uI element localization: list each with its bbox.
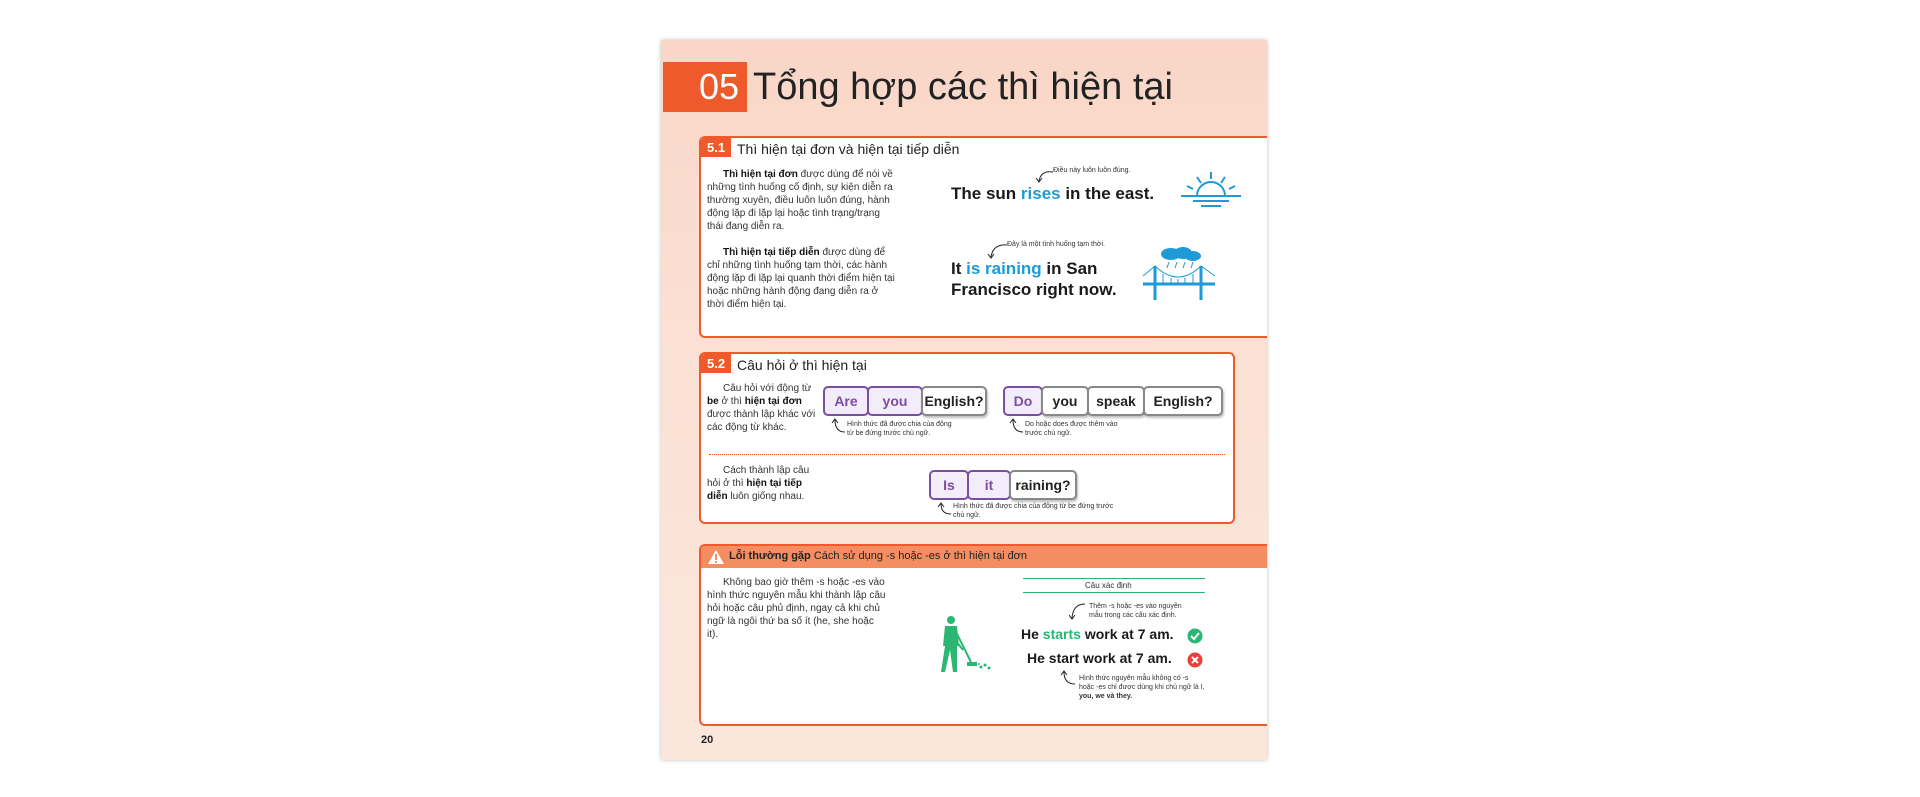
temporary-note: Đây là một tình huống tạm thời. xyxy=(1007,241,1105,248)
base-form-note: Hình thức nguyên mẫu không có -s hoặc -es chỉ được dùng khi chủ ngữ là I, you, we và they. xyxy=(1079,675,1205,700)
continuous-question-explanation: Cách thành lập câu hỏi ở thì hiện tại tiếp diễn luôn giống nhau. xyxy=(707,465,810,502)
section-number: 5.2 xyxy=(701,354,731,373)
check-circle-icon xyxy=(1187,628,1203,644)
simple-present-explanation: Thì hiện tại đơn được dùng để nói về những tình huống cố định, sự kiện diễn ra thường xuyên, điều luôn luôn đúng, hành động lặp đi lặp lại hoặc tình trạng/trạng thái đang diễn ra. xyxy=(707,169,893,232)
warning-icon xyxy=(707,549,725,565)
be-question-explanation: Câu hỏi với động từ be ở thì hiện tại đơn được thành lập khác với các động từ khác. xyxy=(707,383,816,433)
mistake-explanation: Không bao giờ thêm -s hoặc -es vào hình thức nguyên mẫu khi thành lập câu hỏi hoặc câu phủ định, ngay cả khi chủ ngữ là ngôi thứ ba số ít (he, she hoặc it). xyxy=(707,577,886,640)
arrow-icon xyxy=(1009,418,1025,434)
puzzle-piece: Are xyxy=(823,386,869,416)
add-s-note: Thêm -s hoặc -es vào nguyên mẫu trong các câu xác định. xyxy=(1089,603,1182,619)
cross-circle-icon xyxy=(1187,652,1203,668)
section-5-1 xyxy=(699,136,1267,338)
dotted-divider xyxy=(709,454,1225,455)
incorrect-example: He start work at 7 am. xyxy=(1027,650,1172,666)
puzzle-piece: raining? xyxy=(1009,470,1077,500)
puzzle-piece: English? xyxy=(921,386,987,416)
puzzle-piece: you xyxy=(1041,386,1089,416)
header-rule xyxy=(1023,578,1205,579)
example-sun-rises: The sun rises in the east. xyxy=(951,184,1155,203)
do-does-note: Do hoặc does được thêm vào trước chủ ngữ. xyxy=(1025,421,1118,437)
mistake-title: Lỗi thường gặp Cách sử dụng -s hoặc -es ở thì hiện tại đơn xyxy=(729,550,1028,562)
arrow-icon xyxy=(1067,600,1087,622)
puzzle-piece: speak xyxy=(1087,386,1145,416)
street-sweeper-icon xyxy=(937,614,1001,676)
arrow-icon xyxy=(1031,168,1055,184)
be-inverted-note: Hình thức đã được chia của động từ be đứng trước chủ ngữ. xyxy=(847,421,952,437)
section-number: 5.1 xyxy=(701,138,731,157)
common-mistake-box xyxy=(699,544,1267,726)
chapter-title: Tổng hợp các thì hiện tại xyxy=(753,66,1173,108)
puzzle-piece: Do xyxy=(1003,386,1043,416)
arrow-icon xyxy=(937,502,953,516)
section-5-2 xyxy=(699,352,1235,524)
header-rule xyxy=(1023,592,1205,593)
puzzle-piece: you xyxy=(867,386,923,416)
always-true-note: Điều này luôn luôn đúng. xyxy=(1053,167,1131,174)
present-continuous-explanation: Thì hiện tại tiếp diễn được dùng để chỉ những tình huống tạm thời, các hành động lặp đi lặp lại quanh thời điểm hiện tại hoặc những hành động đang diễn ra ở thời điểm hiện tại. xyxy=(707,247,895,310)
page-number: 20 xyxy=(701,734,714,746)
book-page xyxy=(661,40,1267,760)
sunrise-icon xyxy=(1179,170,1243,210)
puzzle-piece: Is xyxy=(929,470,969,500)
section-title: Câu hỏi ở thì hiện tại xyxy=(737,357,867,373)
chapter-number: 05 xyxy=(663,62,747,112)
arrow-icon xyxy=(831,418,847,434)
example-is-raining: It is raining in San Francisco right now. xyxy=(951,259,1117,299)
section-title: Thì hiện tại đơn và hiện tại tiếp diễn xyxy=(737,141,960,157)
puzzle-piece: it xyxy=(967,470,1011,500)
correct-example: He starts work at 7 am. xyxy=(1021,626,1174,642)
puzzle-piece: English? xyxy=(1143,386,1223,416)
affirmative-header: Câu xác định xyxy=(1085,581,1132,590)
be-inverted-note: Hình thức đã được chia của động từ be đứng trước chủ ngữ. xyxy=(953,503,1114,519)
arrow-icon xyxy=(1059,670,1077,686)
bridge-rain-icon xyxy=(1141,246,1217,302)
